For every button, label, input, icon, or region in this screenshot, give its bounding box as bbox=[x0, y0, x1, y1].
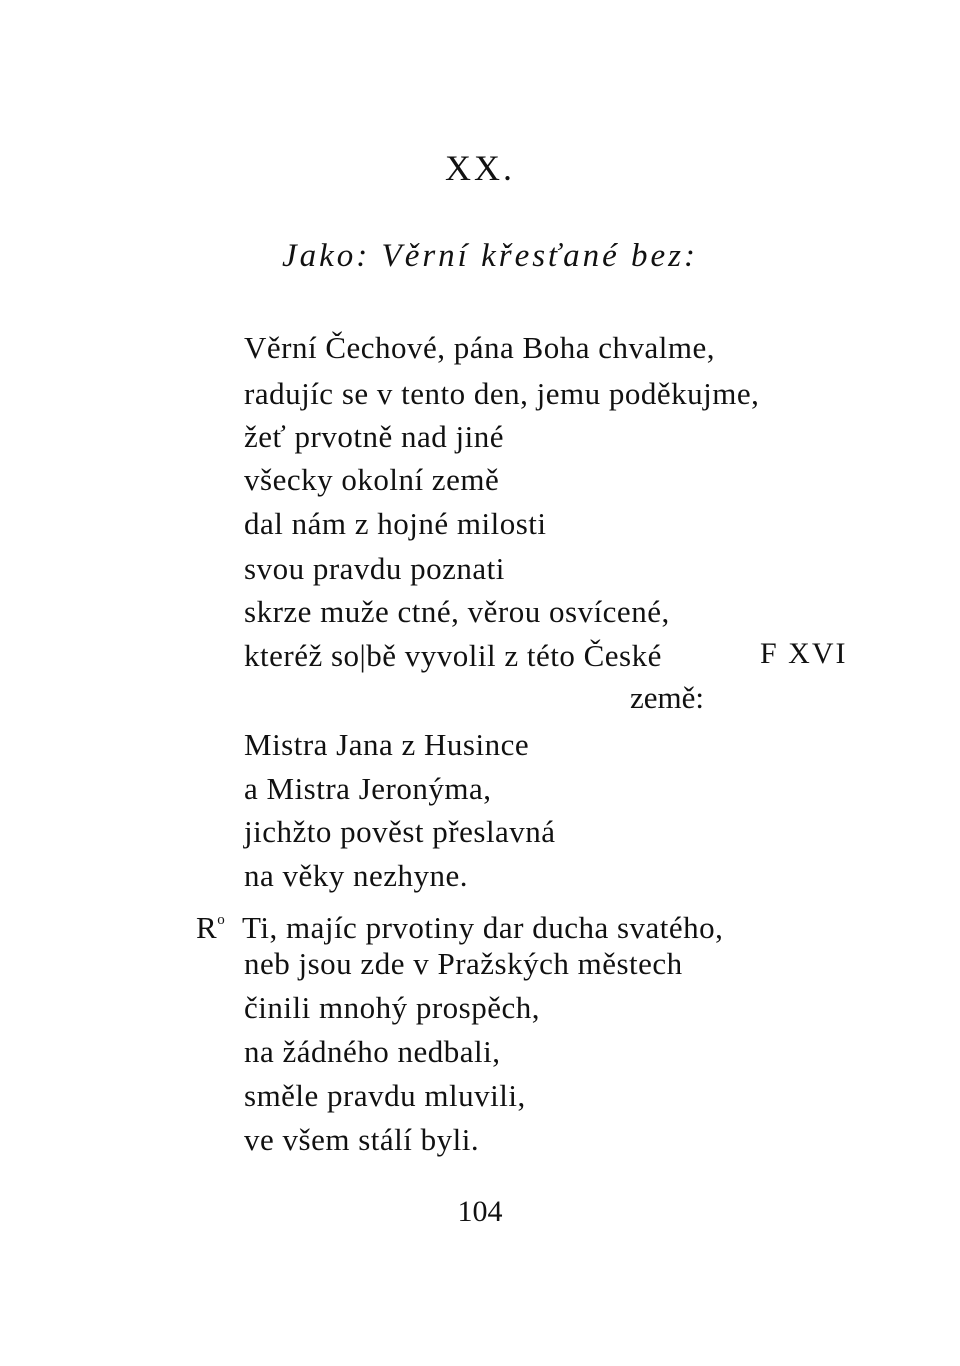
verse-line: radujíc se v tento den, jemu poděkujme, bbox=[244, 376, 760, 411]
chapter-number: XX. bbox=[445, 148, 515, 188]
verse-line: kteréž so|bě vyvolil z této České bbox=[244, 638, 662, 673]
verse-line: jichžto pověst přeslavná bbox=[244, 814, 556, 849]
refrain-first-line bbox=[196, 902, 723, 946]
refrain-line: činili mnohý prospěch, bbox=[244, 990, 540, 1025]
refrain-line: Ti, majíc prvotiny dar ducha svatého, bbox=[242, 910, 724, 945]
margin-note: F XVI bbox=[760, 637, 848, 670]
refrain-line: ve všem stálí byli. bbox=[244, 1122, 480, 1157]
verse-line: dal nám z hojné milosti bbox=[244, 506, 547, 541]
refrain-letter: R bbox=[196, 910, 218, 945]
refrain-line: neb jsou zde v Pražských městech bbox=[244, 946, 683, 981]
verse-line: všecky okolní země bbox=[244, 462, 500, 497]
refrain-superscript: o bbox=[217, 912, 226, 928]
verse-line: žeť prvotně nad jiné bbox=[244, 419, 504, 454]
refrain-line: na žádného nedbali, bbox=[244, 1034, 501, 1069]
refrain-line: směle pravdu mluvili, bbox=[244, 1078, 526, 1113]
melody-note: Jako: Věrní křesťané bez: bbox=[282, 238, 698, 274]
verse-line: a Mistra Jeronýma, bbox=[244, 771, 492, 806]
verse-line: skrze muže ctné, věrou osvícené, bbox=[244, 594, 670, 629]
verse-line: Mistra Jana z Husince bbox=[244, 727, 530, 762]
refrain-mark bbox=[196, 902, 242, 946]
verse-line: svou pravdu poznati bbox=[244, 551, 505, 586]
page-number: 104 bbox=[457, 1195, 503, 1228]
verse-line: Věrní Čechové, pána Boha chvalme, bbox=[244, 330, 715, 365]
verse-line: na věky nezhyne. bbox=[244, 858, 469, 893]
verse-turnover-line: země: bbox=[630, 680, 705, 715]
